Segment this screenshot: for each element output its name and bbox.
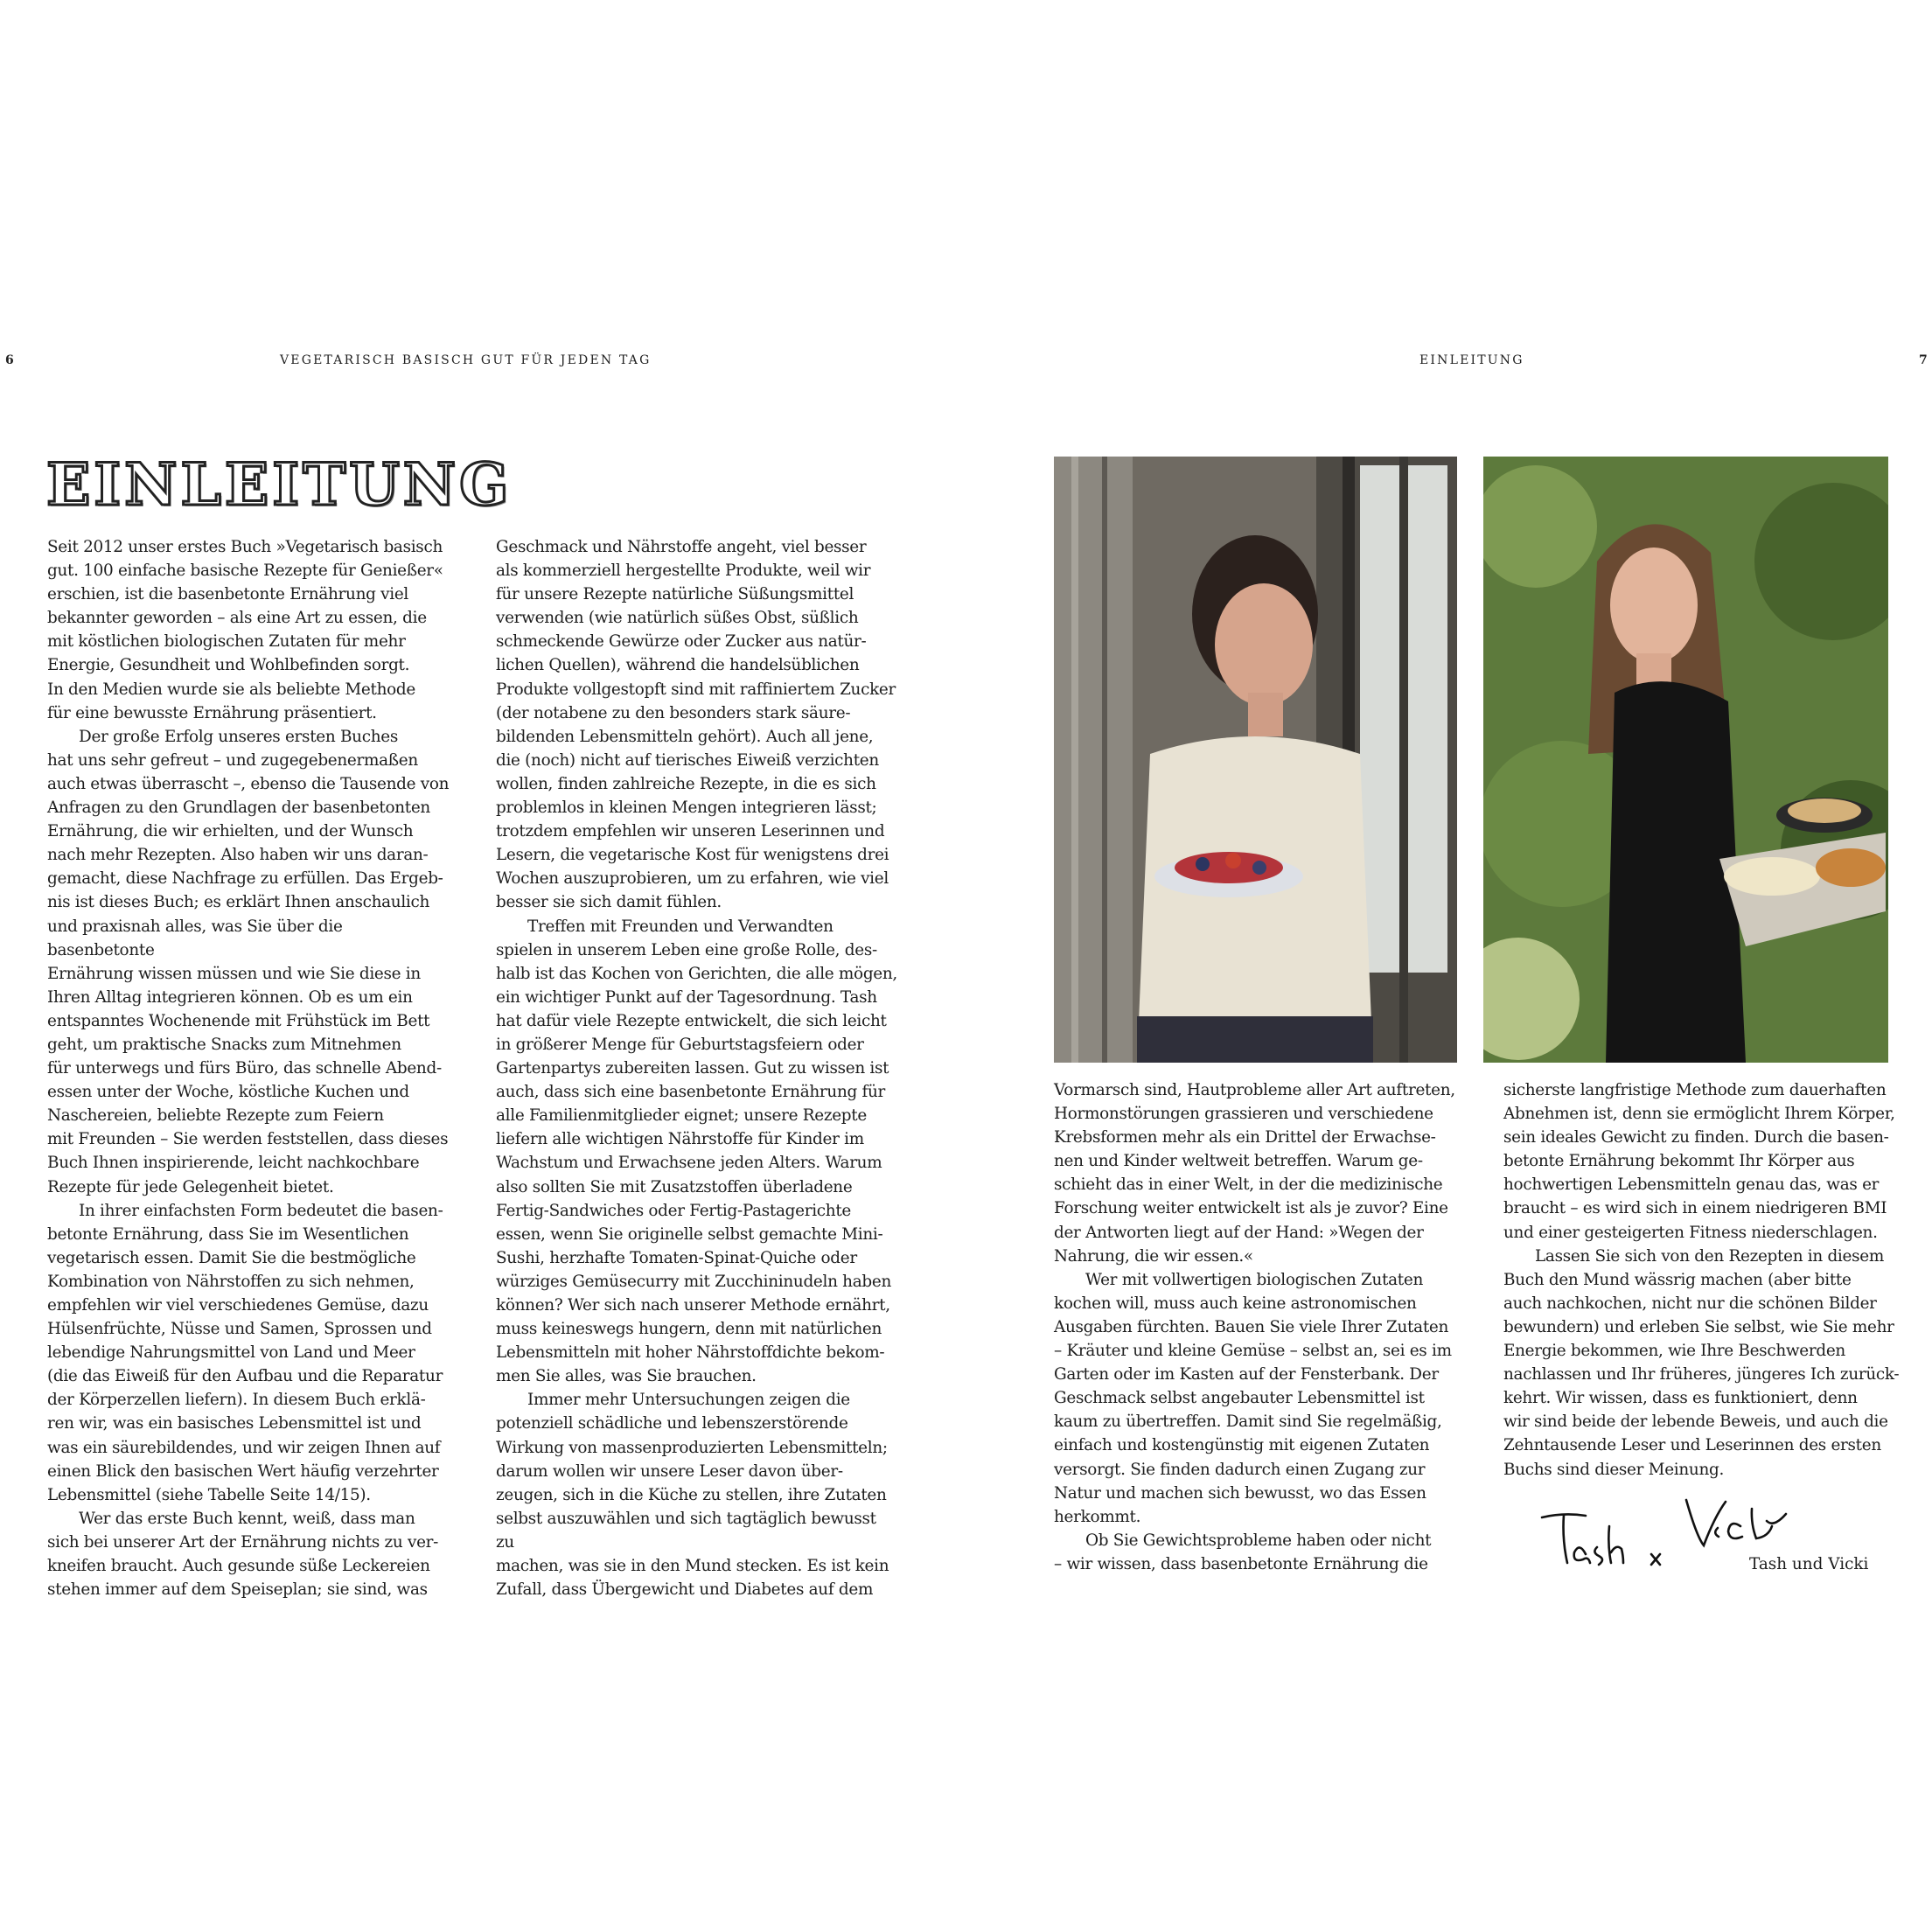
paragraph: Seit 2012 unser erstes Buch »Vegetarisch basisch gut. 100 einfache basische Rezepte für Genießer« erschien, ist die basenbetonte Ernährung viel bekannter geworden – als eine Art zu essen, die mit köstlichen biologischen Zutaten für mehr Energie, Gesundheit und Wohlbefinden sorgt. In den Medien wurde sie als beliebte Methode für eine bewusste Ernährung präsentiert. [47, 538, 443, 722]
paragraph: Der große Erfolg unseres ersten Buches hat uns sehr gefreut – und zugegebenermaßen auch etwas überrascht –, ebenso die Tausende von Anfragen zu den Grundlagen der basenbetonten Ernährung, die wir erhielten, und der Wunsch nach mehr Rezepten. Also haben wir uns daran- gemacht, diese Nachfrage zu erfüllen. Das Ergeb- nis ist dieses Buch; es erklärt Ihnen anschaulich und praxisnah alles, was Sie über die basenbetonte Ernährung wissen müssen und wie Sie diese in Ihren Alltag integrieren können. Ob es um ein entspanntes Wochenende mit Frühstück im Bett geht, um praktische Snacks zum Mitnehmen für unterwegs und fürs Büro, das schnelle Abend- essen unter der Woche, köstliche Kuchen und Naschereien, beliebte Rezepte zum Feiern mit Freunden – Sie werden feststellen, dass dieses Buch Ihnen inspirierende, leicht nachkochbare Rezepte für jede Gelegenheit bietet. [47, 727, 450, 1196]
text-column-1 [47, 535, 450, 1601]
photo-woman-with-pan [1483, 457, 1888, 1063]
left-running-head: VEGETARISCH BASISCH GUT FÜR JEDEN TAG [280, 353, 652, 367]
paragraph: sicherste langfristige Methode zum dauerhaften Abnehmen ist, denn sie ermöglicht Ihrem Körper, sein ideales Gewicht zu finden. Durch die basen- betonte Ernährung bekommt Ihr Körper aus hochwertigen Lebensmitteln genau das, was er braucht – es wird sich in einem niedrigeren BMI und einer gesteigerten Fitness niederschlagen. [1503, 1081, 1895, 1242]
paragraph: Vormarsch sind, Hautprobleme aller Art auftreten, Hormonstörungen grassieren und verschiedene Krebsformen mehr als ein Drittel der Erwachse- nen und Kinder weltweit betreffen. Warum ge- schieht das in einer Welt, in der die medizinische Forschung weiter entwickelt ist als je zuvor? Eine der Antworten liegt auf der Hand: »Wegen der Nahrung, die wir essen.« [1054, 1081, 1455, 1266]
left-page-number: 6 [5, 353, 16, 367]
text-column-3 [1054, 1078, 1456, 1576]
right-running-head: EINLEITUNG [1419, 353, 1524, 367]
text-column-4 [1503, 1078, 1906, 1482]
paragraph: Ob Sie Gewichtsprobleme haben oder nicht – wir wissen, dass basenbetonte Ernährung die [1054, 1531, 1432, 1573]
chapter-title: EINLEITUNG [46, 450, 513, 519]
signature-name: Tash und Vicki [1749, 1555, 1869, 1573]
paragraph: Treffen mit Freunden und Verwandten spielen in unserem Leben eine große Rolle, des- halb ist das Kochen von Gerichten, die alle mögen, ein wichtiger Punkt auf der Tagesordnung. Tash hat dafür viele Rezepte entwickelt, die sich leicht in größerer Menge für Geburtstagsfeiern oder Gartenpartys zubereiten lassen. Gut zu wissen ist auch, dass sich eine basenbetonte Ernährung für alle Familienmitglieder eignet; unsere Rezepte liefern alle wichtigen Nährstoffe für Kinder im Wachstum und Erwachsene jeden Alters. Warum also sollten Sie mit Zusatzstoffen überladene Fertig-Sandwiches oder Fertig-Pastagerichte essen, wenn Sie originelle selbst gemachte Mini- Sushi, herzhafte Tomaten-Spinat-Quiche oder würziges Gemüsecurry mit Zucchininudeln haben können? Wer sich nach unserer Methode ernährt, muss keineswegs hungern, denn mit natürlichen Lebensmitteln mit hoher Nährstoffdichte bekom- men Sie alles, was Sie brauchen. [496, 917, 897, 1386]
photo-woman-with-berries [1054, 457, 1457, 1063]
paragraph: Geschmack und Nährstoffe angeht, viel besser als kommerziell hergestellte Produkte, weil wir für unsere Rezepte natürliche Süßungsmittel verwenden (wie natürlich süßes Obst, süßlich schmeckende Gewürze oder Zucker aus natür- lichen Quellen), während die handelsüblichen Produkte vollgestopft sind mit raffiniertem Zucker (der notabene zu den besonders stark säure- bildenden Lebensmitteln gehört). Auch all jene, die (noch) nicht auf tierisches Eiweiß verzichten wollen, finden zahlreiche Rezepte, in die es sich problemlos in kleinen Mengen integrieren lässt; trotzdem empfehlen wir unseren Leserinnen und Lesern, die vegetarische Kost für wenigstens drei Wochen auszuprobieren, um zu erfahren, wie viel besser sie sich damit fühlen. [496, 538, 896, 912]
paragraph: Immer mehr Untersuchungen zeigen die potenziell schädliche und lebenszerstörende Wirkung von massenproduzierten Lebensmitteln; darum wollen wir unsere Leser davon über- zeugen, sich in die Küche zu stellen, ihre Zutaten selbst auszuwählen und sich tagtäglich bewusst zu machen, was sie in den Mund stecken. Es ist kein Zufall, dass Übergewicht und Diabetes auf dem [496, 1391, 889, 1600]
text-column-2 [496, 535, 898, 1601]
paragraph: In ihrer einfachsten Form bedeutet die basen- betonte Ernährung, dass Sie im Wesentlichen vegetarisch essen. Damit Sie die bestmögliche Kombination von Nährstoffen zu sich nehmen, empfehlen wir viel verschiedenes Gemüse, dazu Hülsenfrüchte, Nüsse und Samen, Sprossen und lebendige Nahrungsmittel von Land und Meer (die das Eiweiß für den Aufbau und die Reparatur der Körperzellen liefern). In diesem Buch erklä- ren wir, was ein basisches Lebensmittel ist und was ein säurebildendes, und wir zeigen Ihnen auf einen Blick den basischen Wert häufig verzehrter Lebensmittel (siehe Tabelle Seite 14/15). [47, 1201, 443, 1504]
right-page-number: 7 [1919, 353, 1929, 367]
paragraph: Wer das erste Buch kennt, weiß, dass man sich bei unserer Art der Ernährung nichts zu ver- kneifen braucht. Auch gesunde süße Leckereien stehen immer auf dem Speiseplan; sie sind, was [47, 1509, 439, 1600]
paragraph: Wer mit vollwertigen biologischen Zutaten kochen will, muss auch keine astronomischen Ausgaben fürchten. Bauen Sie viele Ihrer Zutaten – Kräuter und kleine Gemüse – selbst an, sei es im Garten oder im Kasten auf der Fensterbank. Der Geschmack selbst angebauter Lebensmittel ist kaum zu übertreffen. Damit sind Sie regelmäßig, einfach und kostengünstig mit eigenen Zutaten versorgt. Sie finden dadurch einen Zugang zur Natur und machen sich bewusst, wo das Essen herkommt. [1054, 1270, 1452, 1526]
paragraph: Lassen Sie sich von den Rezepten in diesem Buch den Mund wässrig machen (aber bitte auch nachkochen, nicht nur die schönen Bilder bewundern) und erleben Sie selbst, wie Sie mehr Energie bekommen, wie Ihre Beschwerden nachlassen und Ihr früheres, jüngeres Ich zurück- kehrt. Wir wissen, dass es funktioniert, denn wir sind beide der lebende Beweis, und auch die Zehntausende Leser und Leserinnen des ersten Buchs sind dieser Meinung. [1503, 1246, 1900, 1479]
